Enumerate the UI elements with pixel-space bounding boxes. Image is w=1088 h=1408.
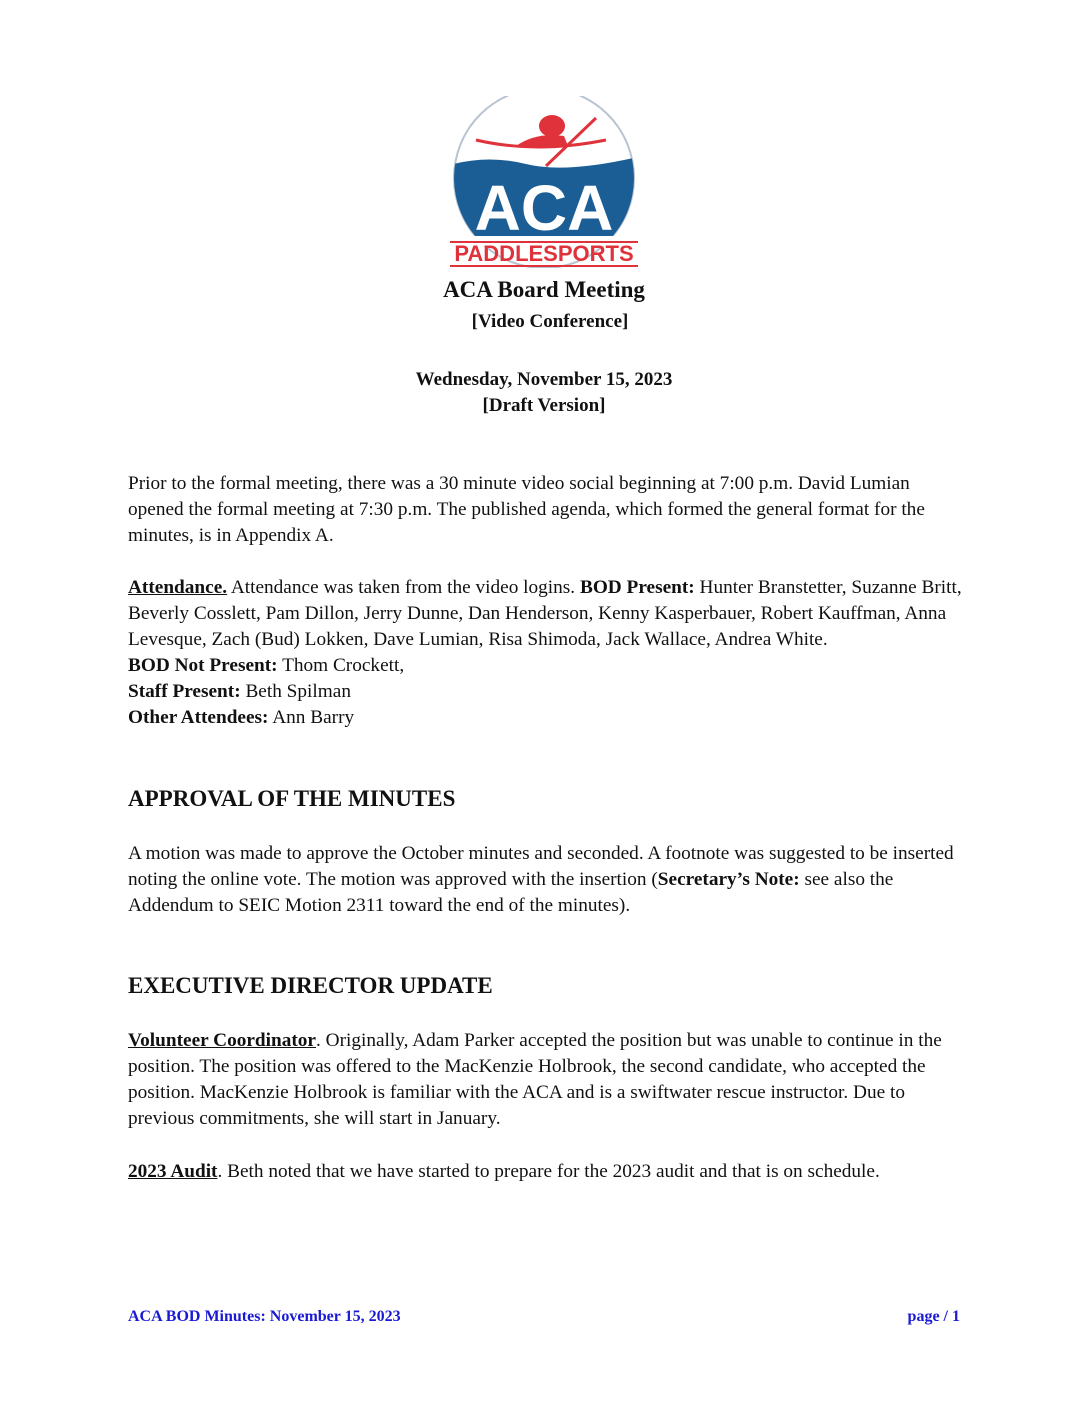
audit-paragraph: 2023 Audit. Beth noted that we have started to prepare for the 2023 audit and that is on schedule. [128,1161,880,1182]
volunteer-coordinator-heading: Volunteer Coordinator [128,1030,316,1051]
staff-present: Staff Present: Beth Spilman [128,681,351,702]
executive-heading: EXECUTIVE DIRECTOR UPDATE [128,973,493,998]
document-title: ACA Board Meeting [443,277,645,302]
other-attendees: Other Attendees: Ann Barry [128,707,355,728]
approval-paragraph: A motion was made to approve the October minutes and seconded. A footnote was suggested to be inserted noting the online vote. The motion was approved with the insertion (Secretary’s Note: see also the Addendum to SEIC Motion 2311 toward the end of the minutes). [128,843,954,916]
svg-text:ACA: ACA [474,172,614,244]
attendance-paragraph: Attendance. Attendance was taken from the video logins. BOD Present: Hunter Branstetter, Suzanne Britt, Beverly Cosslett, Pam Dillon, Jerry Dunne, Dan Henderson, Kenny Kasperbauer, Robert Kauffman, Anna Levesque, Zach (Bud) Lokken, Dave Lumian, Risa Shimoda, Jack Wallace, Andrea White. [128,577,962,650]
bod-present-label: BOD Present: [579,577,695,598]
intro-paragraph: Prior to the formal meeting, there was a 30 minute video social beginning at 7:00 p.m. David Lumian opened the formal meeting at 7:30 p.m. The published agenda, which formed the general format for the minutes, is in Appendix A. [128,473,925,546]
bod-present-names: Hunter Branstetter, Suzanne Britt, Beverly Cosslett, Pam Dillon, Jerry Dunne, Dan Henderson, Kenny Kasperbauer, Robert Kauffman, Anna Levesque, Zach (Bud) Lokken, Dave Lumian, Risa Shimoda, Jack Wallace, Andrea White. [128,577,962,650]
audit-heading: 2023 Audit [128,1161,218,1182]
secretary-note-label: Secretary’s Note: [657,869,800,890]
attendance-heading: Attendance. [128,577,228,598]
page-number: page / 1 [907,1308,960,1325]
volunteer-paragraph: Volunteer Coordinator. Originally, Adam Parker accepted the position but was unable to continue in the position. The position was offered to the MacKenzie Holbrook, the second candidate, who accepted the position. MacKenzie Holbrook is familiar with the ACA and is a swiftwater rescue instructor. Due to previous commitments, she will start in January. [128,1030,942,1129]
bod-not-present: BOD Not Present: Thom Crockett, [128,655,405,676]
draft-version-label: [Draft Version] [482,395,606,416]
aca-paddlesports-logo [446,96,642,268]
document-subtitle: [Video Conference] [471,311,629,332]
svg-text:PADDLESPORTS: PADDLESPORTS [454,241,634,266]
meeting-date: Wednesday, November 15, 2023 [415,369,673,390]
footer-title: ACA BOD Minutes: November 15, 2023 [128,1308,401,1325]
approval-heading: APPROVAL OF THE MINUTES [128,786,456,811]
attendance-section [128,575,963,731]
